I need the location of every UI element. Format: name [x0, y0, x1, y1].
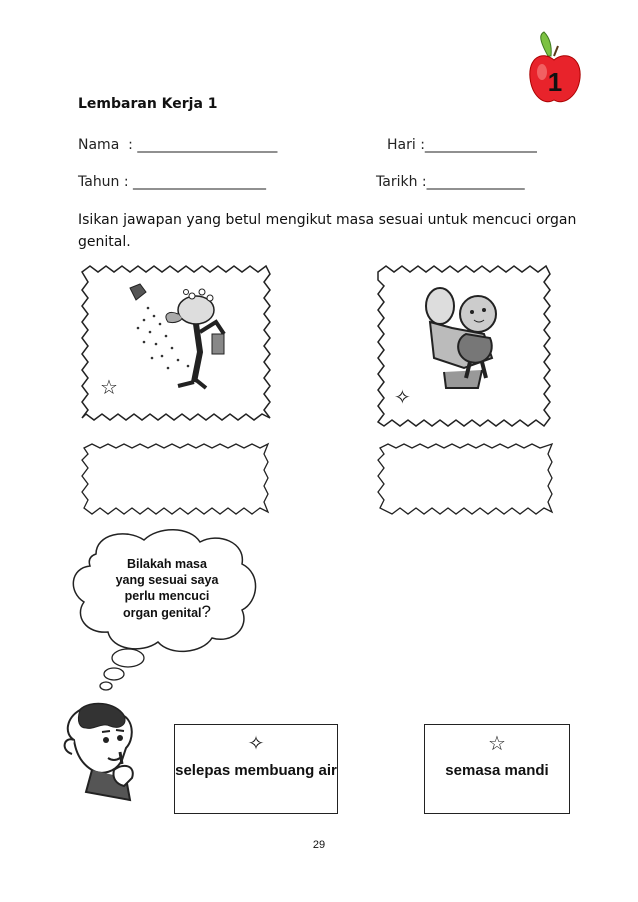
apple-badge [524, 30, 584, 110]
option-label: semasa mandi [445, 762, 549, 779]
tarikh-field[interactable]: Tarikh :______________ [376, 174, 525, 190]
option-semasa-mandi[interactable] [424, 724, 570, 814]
question-mark: ? [201, 602, 211, 621]
option-label: selepas membuang air [175, 762, 337, 779]
four-point-star-icon: ✧ [247, 733, 265, 755]
tahun-field[interactable]: Tahun : ___________________ [78, 174, 267, 190]
four-point-star-icon: ✧ [394, 385, 411, 409]
answer-box-1[interactable] [78, 440, 272, 518]
worksheet-title: Lembaran Kerja 1 [78, 96, 218, 112]
outline-star-icon: ☆ [100, 375, 118, 399]
apple-number: 1 [547, 67, 563, 97]
thought-line-3: perlu mencuci [124, 589, 210, 603]
thought-line-1: Bilakah masa [127, 557, 207, 571]
thought-line-4: organ genital [123, 606, 202, 620]
option-selepas-membuang-air[interactable] [174, 724, 338, 814]
outline-star-icon: ☆ [488, 733, 506, 755]
answer-box-2[interactable] [374, 440, 556, 518]
picture-card-shower [78, 262, 274, 422]
thinking-boy-icon [50, 700, 150, 804]
nama-field[interactable]: Nama : ____________________ [78, 137, 278, 153]
hari-field[interactable]: Hari :________________ [387, 137, 537, 153]
thought-line-2: yang sesuai saya [115, 573, 219, 587]
instruction-text: Isikan jawapan yang betul mengikut masa sesuai untuk mencuci organ genital. [78, 212, 577, 250]
apple-leaf-icon [541, 32, 552, 56]
picture-card-toilet [374, 262, 554, 430]
page-number: 29 [312, 839, 326, 851]
